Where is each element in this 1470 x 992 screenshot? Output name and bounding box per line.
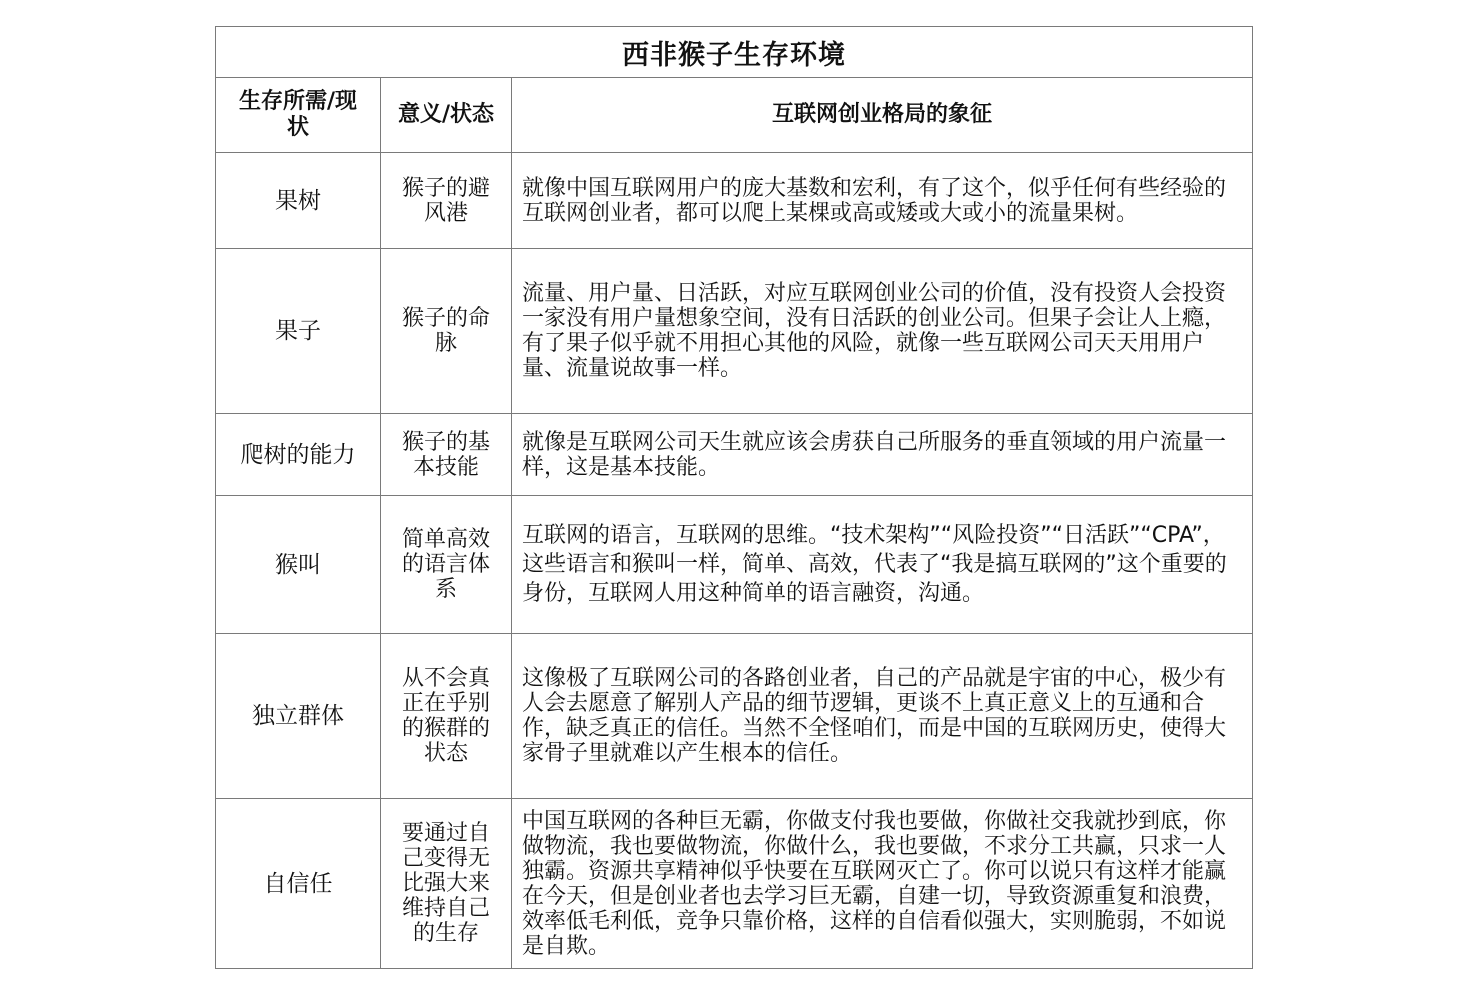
cell-need: 自信任: [216, 799, 381, 969]
cell-need: 独立群体: [216, 634, 381, 799]
cell-symbol: 互联网的语言，互联网的思维。“技术架构”“风险投资”“日活跃”“CPA”，这些语言和猴叫一样，简单、高效，代表了“我是搞互联网的”这个重要的身份，互联网人用这种简单的语言融资，沟通。: [512, 496, 1253, 634]
cell-symbol: 中国互联网的各种巨无霸，你做支付我也要做，你做社交我就抄到底，你做物流，我也要做物流，你做什么，我也要做，不求分工共赢，只求一人独霸。资源共享精神似乎快要在互联网灭亡了。你可以说只有这样才能赢在今天，但是创业者也去学习巨无霸，自建一切，导致资源重复和浪费，效率低毛利低，竞争只靠价格，这样的自信看似强大，实则脆弱，不如说是自欺。: [512, 799, 1253, 969]
header-need: 生存所需/现状: [216, 78, 381, 153]
document-table: [215, 26, 1253, 969]
cell-need: 猴叫: [216, 496, 381, 634]
table-row: [216, 414, 1253, 496]
cell-meaning: 猴子的基本技能: [381, 414, 512, 496]
cell-symbol: 就像中国互联网用户的庞大基数和宏利，有了这个，似乎任何有些经验的互联网创业者，都可以爬上某棵或高或矮或大或小的流量果树。: [512, 153, 1253, 249]
cell-meaning: 简单高效的语言体系: [381, 496, 512, 634]
table-row: [216, 249, 1253, 414]
cell-symbol: 就像是互联网公司天生就应该会虏获自己所服务的垂直领域的用户流量一样，这是基本技能。: [512, 414, 1253, 496]
table-row: [216, 153, 1253, 249]
table-row: [216, 634, 1253, 799]
header-row: [216, 78, 1253, 153]
cell-need: 果子: [216, 249, 381, 414]
cell-symbol: 流量、用户量、日活跃，对应互联网创业公司的价值，没有投资人会投资一家没有用户量想象空间，没有日活跃的创业公司。但果子会让人上瘾，有了果子似乎就不用担心其他的风险，就像一些互联网公司天天用用户量、流量说故事一样。: [512, 249, 1253, 414]
cell-meaning: 猴子的命脉: [381, 249, 512, 414]
header-meaning: 意义/状态: [381, 78, 512, 153]
table-title: 西非猴子生存环境: [216, 27, 1253, 78]
cell-meaning: 从不会真正在乎别的猴群的状态: [381, 634, 512, 799]
header-symbol: 互联网创业格局的象征: [512, 78, 1253, 153]
cell-need: 果树: [216, 153, 381, 249]
cell-need: 爬树的能力: [216, 414, 381, 496]
cell-symbol: 这像极了互联网公司的各路创业者，自己的产品就是宇宙的中心，极少有人会去愿意了解别人产品的细节逻辑，更谈不上真正意义上的互通和合作，缺乏真正的信任。当然不全怪咱们，而是中国的互联网历史，使得大家骨子里就难以产生根本的信任。: [512, 634, 1253, 799]
cell-meaning: 猴子的避风港: [381, 153, 512, 249]
cell-meaning: 要通过自己变得无比强大来维持自己的生存: [381, 799, 512, 969]
table-row: [216, 799, 1253, 969]
table-row: [216, 496, 1253, 634]
title-row: [216, 27, 1253, 78]
